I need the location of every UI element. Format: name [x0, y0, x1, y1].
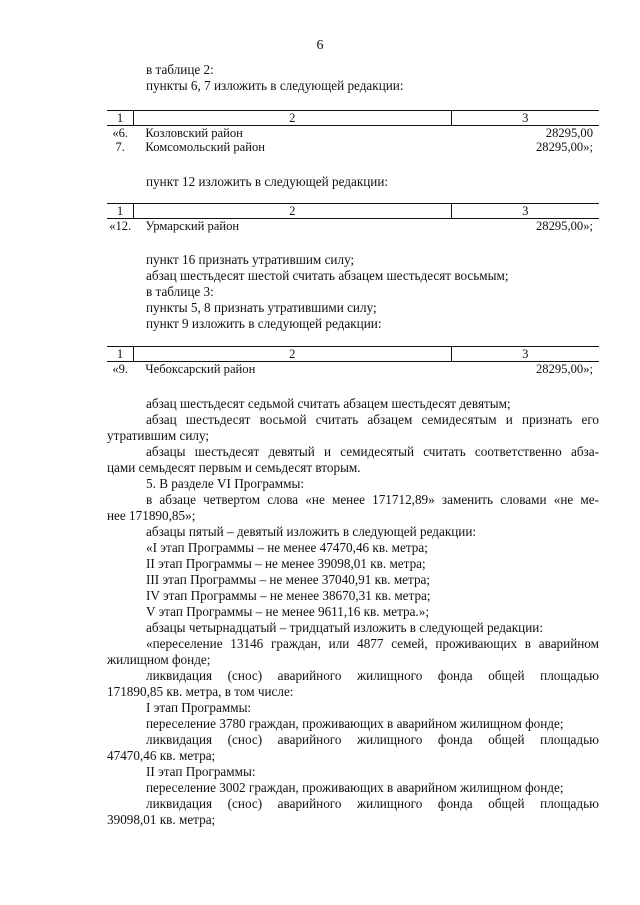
paragraph-line: цами семьдесят первым и семьдесят вторым.: [107, 460, 361, 475]
amount: 28295,00»;: [535, 140, 593, 154]
row-number: 7.: [115, 140, 125, 154]
header-cell: 3: [451, 111, 599, 126]
row-number: «9.: [112, 362, 129, 376]
header-cell: 3: [451, 204, 599, 219]
row-number: «6.: [112, 126, 129, 140]
table-header-row: [107, 204, 599, 219]
district-name: Козловский район: [145, 126, 243, 140]
paragraph-line: IV этап Программы – не менее 38670,31 кв. метра;: [146, 588, 431, 603]
paragraph-line: абзац шестьдесят седьмой считать абзацем шестьдесят девятым;: [146, 396, 511, 411]
section-heading: 5. В разделе VI Программы:: [146, 476, 304, 491]
district-name: Урмарский район: [145, 219, 240, 233]
paragraph-line: I этап Программы:: [146, 700, 252, 715]
header-cell: 2: [133, 204, 451, 219]
table-row: [107, 140, 599, 154]
paragraph-line: ликвидация (снос) аварийного жилищного фонда общей площадью: [146, 796, 599, 811]
paragraph-line: ликвидация (снос) аварийного жилищного фонда общей площадью: [146, 668, 599, 683]
table-row: [107, 362, 599, 377]
paragraph-line: абзац шестьдесят восьмой считать абзацем семидесятым и признать его: [146, 412, 599, 427]
header-cell: 2: [133, 347, 451, 362]
paragraph-line: нее 171890,85»;: [107, 508, 196, 523]
paragraph-line: «I этап Программы – не менее 47470,46 кв. метра;: [146, 540, 428, 555]
amount: 28295,00: [545, 126, 593, 140]
paragraph-line: «переселение 13146 граждан, или 4877 семей, проживающих в аварийном: [146, 636, 599, 651]
paragraph-line: 47470,46 кв. метра;: [107, 748, 216, 763]
paragraph-line: абзацы пятый – девятый изложить в следующей редакции:: [146, 524, 477, 539]
header-cell: 3: [451, 347, 599, 362]
paragraph-line: ликвидация (снос) аварийного жилищного фонда общей площадью: [146, 732, 599, 747]
table-districts-2: [107, 203, 599, 233]
table-districts-1: [107, 110, 599, 154]
header-cell: 1: [107, 111, 133, 126]
paragraph-line: 39098,01 кв. метра;: [107, 812, 216, 827]
paragraph-line: V этап Программы – не менее 9611,16 кв. метра.»;: [146, 604, 429, 619]
paragraph-line: в таблице 3:: [146, 284, 214, 299]
header-cell: 1: [107, 204, 133, 219]
district-name: Комсомольский район: [145, 140, 265, 154]
paragraph-line: переселение 3002 граждан, проживающих в аварийном жилищном фонде;: [146, 780, 564, 795]
paragraph-line: пункт 12 изложить в следующей редакции:: [146, 174, 389, 189]
paragraph-line: жилищном фонде;: [107, 652, 211, 667]
amount: 28295,00»;: [535, 219, 593, 233]
intro-line-1: в таблице 2:: [146, 62, 214, 77]
table-row: [107, 126, 599, 141]
paragraph-line: в абзаце четвертом слова «не менее 171712,89» заменить словами «не ме-: [146, 492, 599, 507]
paragraph-line: пункт 16 признать утратившим силу;: [146, 252, 355, 267]
paragraph-line: абзацы четырнадцатый – тридцатый изложить в следующей редакции:: [146, 620, 544, 635]
paragraph-line: II этап Программы:: [146, 764, 256, 779]
district-name: Чебоксарский район: [145, 362, 256, 376]
paragraph-line: абзацы шестьдесят девятый и семидесятый считать соответственно абза-: [146, 444, 599, 459]
paragraph-line: утратившим силу;: [107, 428, 210, 443]
row-number: «12.: [109, 219, 132, 233]
paragraph-line: II этап Программы – не менее 39098,01 кв. метра;: [146, 556, 426, 571]
paragraph-line: абзац шестьдесят шестой считать абзацем шестьдесят восьмым;: [146, 268, 509, 283]
intro-line-2: пункты 6, 7 изложить в следующей редакции:: [146, 78, 404, 93]
paragraph-line: пункт 9 изложить в следующей редакции:: [146, 316, 382, 331]
paragraph-line: пункты 5, 8 признать утратившими силу;: [146, 300, 377, 315]
page-number: 6: [316, 38, 324, 53]
paragraph-line: 171890,85 кв. метра, в том числе:: [107, 684, 294, 699]
paragraph-line: III этап Программы – не менее 37040,91 кв. метра;: [146, 572, 431, 587]
table-header-row: [107, 111, 599, 126]
header-cell: 2: [133, 111, 451, 126]
table-header-row: [107, 347, 599, 362]
amount: 28295,00»;: [535, 362, 593, 376]
header-cell: 1: [107, 347, 133, 362]
paragraph-line: переселение 3780 граждан, проживающих в аварийном жилищном фонде;: [146, 716, 564, 731]
table-districts-3: [107, 346, 599, 376]
table-row: [107, 219, 599, 234]
